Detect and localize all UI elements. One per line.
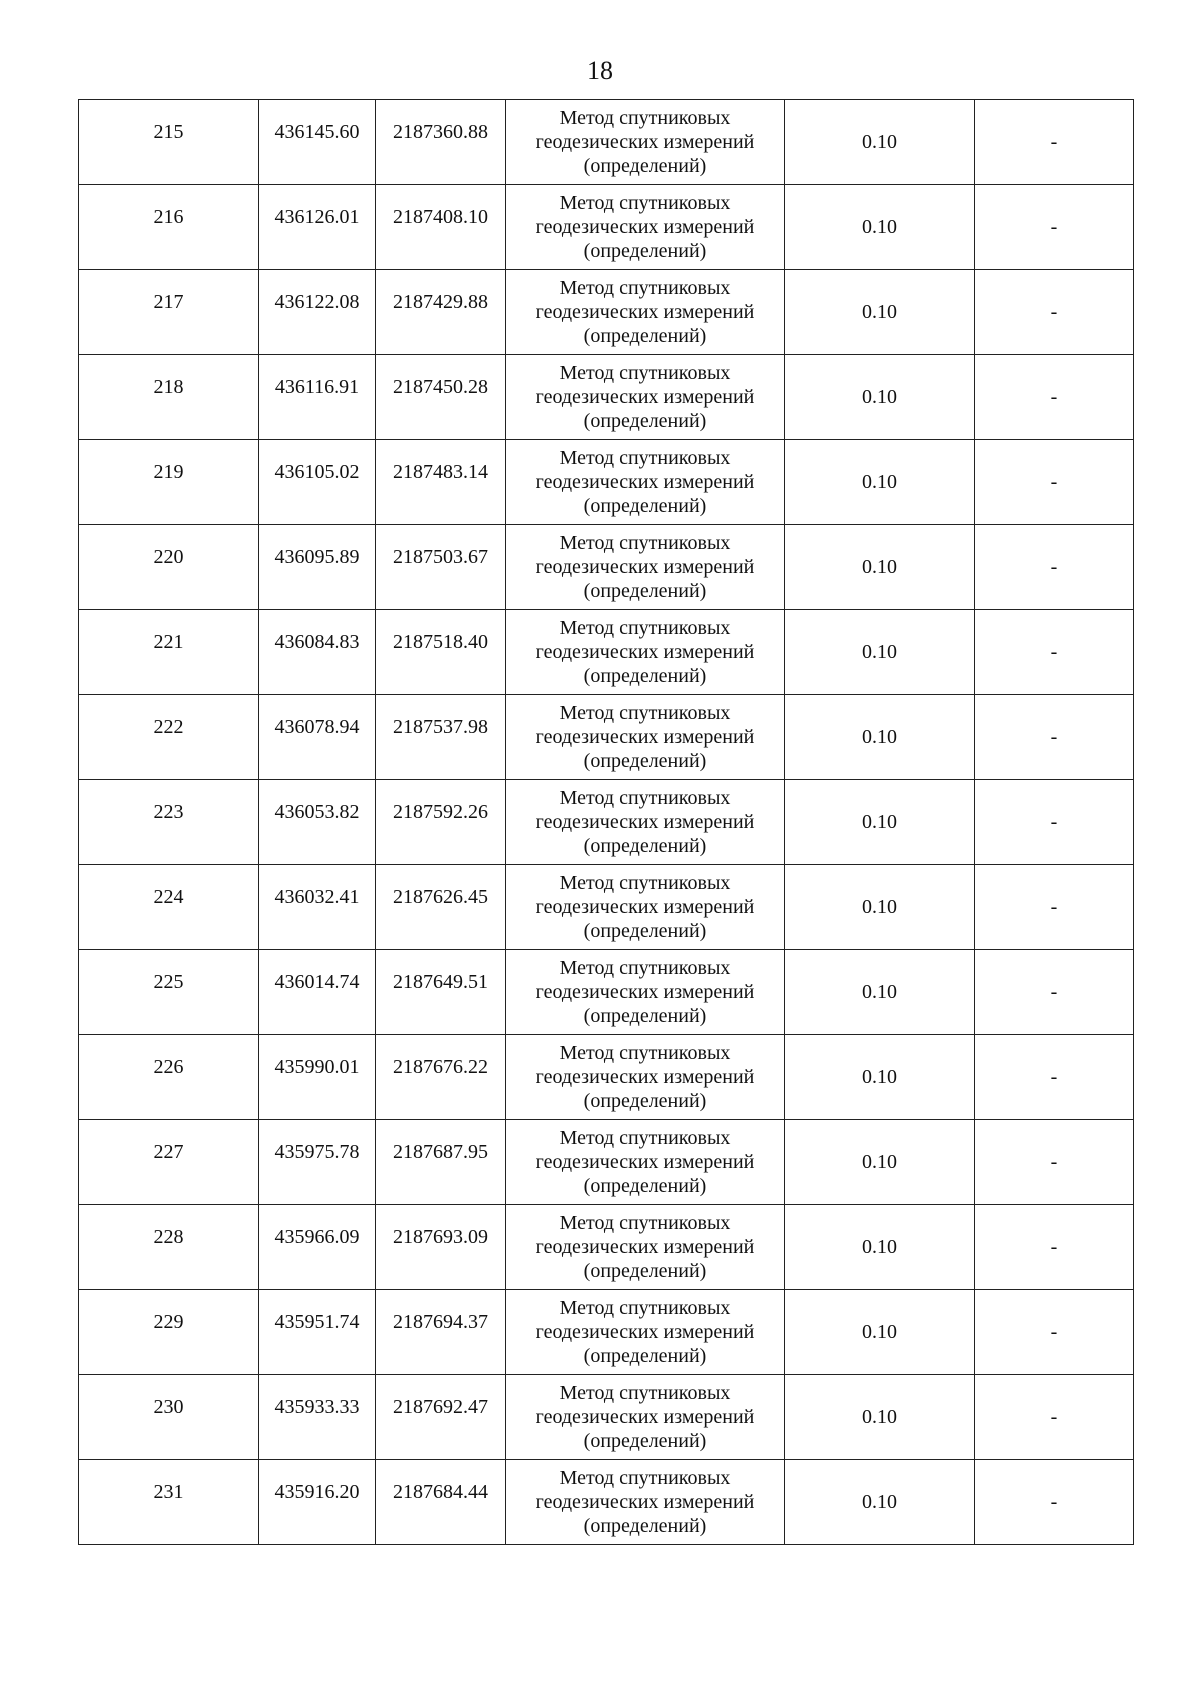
method-line: Метод спутниковых [559, 617, 731, 639]
description-cell: - [975, 780, 1134, 865]
method-cell [506, 1290, 785, 1375]
point-number-cell: 224 [79, 865, 259, 950]
method-line: геодезических измерений [535, 1151, 755, 1173]
accuracy-cell: 0.10 [785, 185, 975, 270]
method-line: геодезических измерений [535, 726, 755, 748]
point-number-cell: 218 [79, 355, 259, 440]
table-row [79, 1460, 1134, 1545]
method-line: (определений) [583, 495, 707, 517]
y-coordinate-cell: 2187693.09 [376, 1205, 506, 1290]
method-line: геодезических измерений [535, 811, 755, 833]
method-line: геодезических измерений [535, 131, 755, 153]
description-cell: - [975, 270, 1134, 355]
method-line: Метод спутниковых [559, 702, 731, 724]
point-number-cell: 226 [79, 1035, 259, 1120]
method-line: геодезических измерений [535, 1491, 755, 1513]
method-cell [506, 865, 785, 950]
accuracy-cell: 0.10 [785, 695, 975, 780]
point-number-cell: 230 [79, 1375, 259, 1460]
description-cell: - [975, 695, 1134, 780]
method-cell [506, 185, 785, 270]
table-row [79, 1035, 1134, 1120]
method-line: (определений) [583, 1345, 707, 1367]
point-number-cell: 229 [79, 1290, 259, 1375]
method-cell [506, 695, 785, 780]
accuracy-cell: 0.10 [785, 1120, 975, 1205]
method-line: (определений) [583, 1005, 707, 1027]
method-line: геодезических измерений [535, 386, 755, 408]
y-coordinate-cell: 2187626.45 [376, 865, 506, 950]
method-cell [506, 355, 785, 440]
accuracy-cell: 0.10 [785, 270, 975, 355]
method-line: (определений) [583, 580, 707, 602]
x-coordinate-cell: 436122.08 [259, 270, 376, 355]
accuracy-cell: 0.10 [785, 865, 975, 950]
method-line: (определений) [583, 1260, 707, 1282]
table-row [79, 865, 1134, 950]
point-number-cell: 223 [79, 780, 259, 865]
y-coordinate-cell: 2187694.37 [376, 1290, 506, 1375]
point-number-cell: 227 [79, 1120, 259, 1205]
y-coordinate-cell: 2187676.22 [376, 1035, 506, 1120]
point-number-cell: 220 [79, 525, 259, 610]
point-number-cell: 222 [79, 695, 259, 780]
accuracy-cell: 0.10 [785, 525, 975, 610]
x-coordinate-cell: 436116.91 [259, 355, 376, 440]
accuracy-cell: 0.10 [785, 950, 975, 1035]
description-cell: - [975, 865, 1134, 950]
method-cell [506, 525, 785, 610]
method-line: (определений) [583, 665, 707, 687]
method-line: Метод спутниковых [559, 1382, 731, 1404]
x-coordinate-cell: 436105.02 [259, 440, 376, 525]
y-coordinate-cell: 2187537.98 [376, 695, 506, 780]
method-line: Метод спутниковых [559, 787, 731, 809]
method-line: геодезических измерений [535, 641, 755, 663]
table-row [79, 1205, 1134, 1290]
method-line: Метод спутниковых [559, 107, 731, 129]
point-number-cell: 225 [79, 950, 259, 1035]
method-line: (определений) [583, 155, 707, 177]
method-line: Метод спутниковых [559, 362, 731, 384]
description-cell: - [975, 1290, 1134, 1375]
accuracy-cell: 0.10 [785, 780, 975, 865]
point-number-cell: 221 [79, 610, 259, 695]
table-row [79, 610, 1134, 695]
method-line: (определений) [583, 410, 707, 432]
y-coordinate-cell: 2187503.67 [376, 525, 506, 610]
accuracy-cell: 0.10 [785, 100, 975, 185]
table-row [79, 355, 1134, 440]
method-line: Метод спутниковых [559, 872, 731, 894]
method-cell [506, 780, 785, 865]
y-coordinate-cell: 2187360.88 [376, 100, 506, 185]
method-line: Метод спутниковых [559, 1042, 731, 1064]
method-line: Метод спутниковых [559, 532, 731, 554]
description-cell: - [975, 1035, 1134, 1120]
point-number-cell: 219 [79, 440, 259, 525]
method-cell [506, 270, 785, 355]
method-line: Метод спутниковых [559, 957, 731, 979]
method-line: (определений) [583, 750, 707, 772]
table-row [79, 100, 1134, 185]
table-row [79, 695, 1134, 780]
page-number: 18 [587, 56, 613, 85]
x-coordinate-cell: 435916.20 [259, 1460, 376, 1545]
method-line: (определений) [583, 835, 707, 857]
table-row [79, 1290, 1134, 1375]
x-coordinate-cell: 436014.74 [259, 950, 376, 1035]
table-row [79, 950, 1134, 1035]
x-coordinate-cell: 435990.01 [259, 1035, 376, 1120]
table-row [79, 440, 1134, 525]
description-cell: - [975, 950, 1134, 1035]
accuracy-cell: 0.10 [785, 1375, 975, 1460]
method-cell [506, 950, 785, 1035]
description-cell: - [975, 185, 1134, 270]
y-coordinate-cell: 2187408.10 [376, 185, 506, 270]
method-line: (определений) [583, 325, 707, 347]
description-cell: - [975, 1460, 1134, 1545]
method-cell [506, 440, 785, 525]
y-coordinate-cell: 2187687.95 [376, 1120, 506, 1205]
x-coordinate-cell: 436095.89 [259, 525, 376, 610]
description-cell: - [975, 1120, 1134, 1205]
x-coordinate-cell: 435975.78 [259, 1120, 376, 1205]
table-body [79, 100, 1134, 1545]
method-line: Метод спутниковых [559, 1212, 731, 1234]
table-row [79, 185, 1134, 270]
x-coordinate-cell: 436126.01 [259, 185, 376, 270]
accuracy-cell: 0.10 [785, 1205, 975, 1290]
method-line: Метод спутниковых [559, 1127, 731, 1149]
point-number-cell: 216 [79, 185, 259, 270]
y-coordinate-cell: 2187649.51 [376, 950, 506, 1035]
x-coordinate-cell: 436078.94 [259, 695, 376, 780]
method-cell [506, 1205, 785, 1290]
method-line: геодезических измерений [535, 216, 755, 238]
x-coordinate-cell: 435966.09 [259, 1205, 376, 1290]
method-cell [506, 1120, 785, 1205]
method-line: Метод спутниковых [559, 1297, 731, 1319]
x-coordinate-cell: 436145.60 [259, 100, 376, 185]
method-cell [506, 1035, 785, 1120]
description-cell: - [975, 440, 1134, 525]
method-line: геодезических измерений [535, 301, 755, 323]
method-line: (определений) [583, 1175, 707, 1197]
point-number-cell: 217 [79, 270, 259, 355]
method-line: геодезических измерений [535, 471, 755, 493]
method-line: Метод спутниковых [559, 277, 731, 299]
table-row [79, 525, 1134, 610]
description-cell: - [975, 100, 1134, 185]
method-line: геодезических измерений [535, 1321, 755, 1343]
accuracy-cell: 0.10 [785, 440, 975, 525]
accuracy-cell: 0.10 [785, 1035, 975, 1120]
coordinates-table [78, 99, 1134, 1545]
method-line: геодезических измерений [535, 556, 755, 578]
table-row [79, 270, 1134, 355]
description-cell: - [975, 1205, 1134, 1290]
method-cell [506, 1375, 785, 1460]
method-line: геодезических измерений [535, 1066, 755, 1088]
accuracy-cell: 0.10 [785, 355, 975, 440]
description-cell: - [975, 610, 1134, 695]
x-coordinate-cell: 436084.83 [259, 610, 376, 695]
method-line: (определений) [583, 1430, 707, 1452]
point-number-cell: 231 [79, 1460, 259, 1545]
method-line: Метод спутниковых [559, 1467, 731, 1489]
method-cell [506, 1460, 785, 1545]
method-line: геодезических измерений [535, 896, 755, 918]
description-cell: - [975, 525, 1134, 610]
method-line: (определений) [583, 1090, 707, 1112]
x-coordinate-cell: 436053.82 [259, 780, 376, 865]
y-coordinate-cell: 2187483.14 [376, 440, 506, 525]
method-line: Метод спутниковых [559, 192, 731, 214]
method-line: Метод спутниковых [559, 447, 731, 469]
table-row [79, 780, 1134, 865]
method-line: (определений) [583, 240, 707, 262]
method-cell [506, 100, 785, 185]
method-line: (определений) [583, 1515, 707, 1537]
y-coordinate-cell: 2187450.28 [376, 355, 506, 440]
y-coordinate-cell: 2187692.47 [376, 1375, 506, 1460]
description-cell: - [975, 355, 1134, 440]
table-row [79, 1375, 1134, 1460]
accuracy-cell: 0.10 [785, 610, 975, 695]
y-coordinate-cell: 2187592.26 [376, 780, 506, 865]
point-number-cell: 215 [79, 100, 259, 185]
method-line: геодезических измерений [535, 981, 755, 1003]
accuracy-cell: 0.10 [785, 1290, 975, 1375]
method-line: геодезических измерений [535, 1406, 755, 1428]
x-coordinate-cell: 435933.33 [259, 1375, 376, 1460]
accuracy-cell: 0.10 [785, 1460, 975, 1545]
method-line: (определений) [583, 920, 707, 942]
y-coordinate-cell: 2187518.40 [376, 610, 506, 695]
method-line: геодезических измерений [535, 1236, 755, 1258]
y-coordinate-cell: 2187684.44 [376, 1460, 506, 1545]
table-row [79, 1120, 1134, 1205]
x-coordinate-cell: 435951.74 [259, 1290, 376, 1375]
method-cell [506, 610, 785, 695]
description-cell: - [975, 1375, 1134, 1460]
y-coordinate-cell: 2187429.88 [376, 270, 506, 355]
point-number-cell: 228 [79, 1205, 259, 1290]
x-coordinate-cell: 436032.41 [259, 865, 376, 950]
